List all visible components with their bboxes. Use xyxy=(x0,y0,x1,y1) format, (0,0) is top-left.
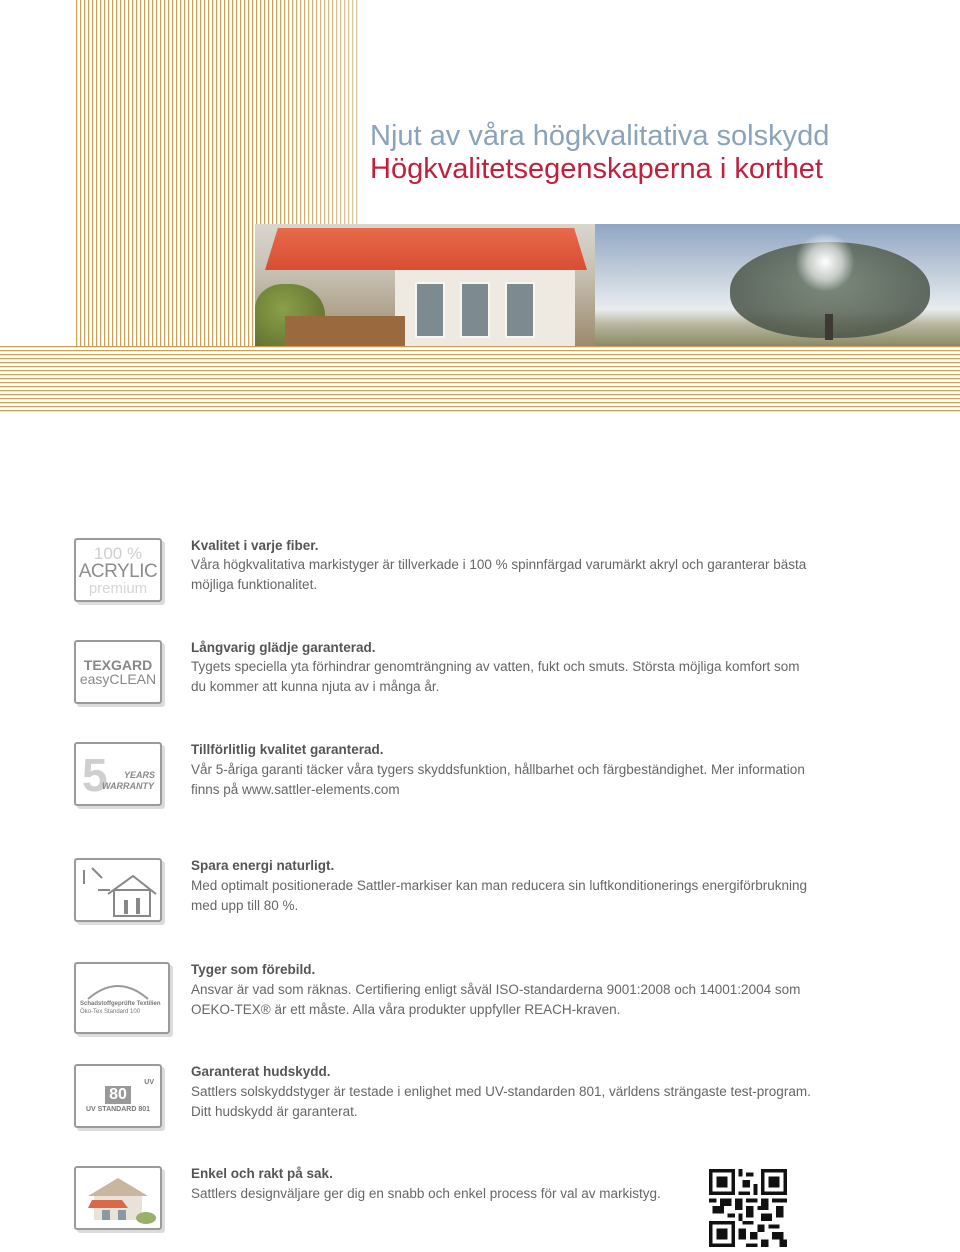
feature-heading: Spara energi naturligt. xyxy=(191,858,335,873)
title-area xyxy=(358,0,960,224)
tree-trunk xyxy=(825,314,833,340)
feature-heading: Tillförlitlig kvalitet garanterad. xyxy=(191,742,384,757)
feature-text: Sattlers solskyddstyger är testade i enlighet med UV-standarden 801, världens strängaste test-program. Ditt hudskydd är garanterat. xyxy=(191,1084,811,1119)
energy-house-icon xyxy=(74,858,162,922)
feature-text: Ansvar är vad som räknas. Certifiering enligt såväl ISO-standarderna 9001:2008 och 14001:2004 som OEKO-TEX® är ett måste. Alla våra produkter uppfyller REACH-kraven. xyxy=(191,982,801,1017)
feature-heading: Enkel och rakt på sak. xyxy=(191,1166,333,1181)
oeko-tex-icon: Schadstoffgeprüfte Textilien Öko-Tex Standard 100 xyxy=(74,962,170,1034)
feature-text: Våra högkvalitativa markistyger är tillverkade i 100 % spinnfärgad varumärkt akryl och garanterar bästa möjliga funktionalitet. xyxy=(191,557,807,592)
window xyxy=(460,282,490,338)
feature-text: Vår 5-åriga garanti täcker våra tygers skyddsfunktion, hållbarhet och färgbeständighet. Mer information finns på www.sattler-elements.com xyxy=(191,762,805,797)
feature-heading: Långvarig glädje garanterad. xyxy=(191,640,376,655)
qr-code[interactable] xyxy=(709,1169,787,1247)
page-subtitle: Högkvalitetsegenskaperna i korthet xyxy=(370,153,823,185)
window xyxy=(505,282,535,338)
texgard-easyclean-icon: TEXGARD easyCLEAN xyxy=(74,640,162,704)
decorative-horizontal-stripes xyxy=(0,346,960,414)
acrylic-premium-icon: 100 % ACRYLIC premium xyxy=(74,538,162,602)
hero-photo xyxy=(255,224,960,346)
wooden-deck xyxy=(285,316,405,346)
uv-standard-icon: UV 80 UV STANDARD 801 xyxy=(74,1064,162,1128)
feature-heading: Garanterat hudskydd. xyxy=(191,1064,331,1079)
feature-heading: Tyger som förebild. xyxy=(191,962,316,977)
five-years-warranty-icon: 5 YEARS WARRANTY xyxy=(74,742,162,806)
house-awning-icon xyxy=(74,1166,162,1230)
feature-text: Med optimalt positionerade Sattler-markiser kan man reducera sin luftkonditionerings energiförbrukning med upp till 80 %. xyxy=(191,878,808,913)
feature-text: Sattlers designväljare ger dig en snabb och enkel process för val av markistyg. xyxy=(191,1186,661,1201)
red-awning xyxy=(265,228,587,270)
page-title: Njut av våra högkvalitativa solskydd xyxy=(370,120,830,152)
sun xyxy=(795,232,855,292)
feature-text: Tygets speciella yta förhindrar genomträngning av vatten, fukt och smuts. Största möjliga komfort som du kommer att kunna njuta av i många år. xyxy=(191,659,800,694)
feature-heading: Kvalitet i varje fiber. xyxy=(191,538,319,553)
window xyxy=(415,282,445,338)
